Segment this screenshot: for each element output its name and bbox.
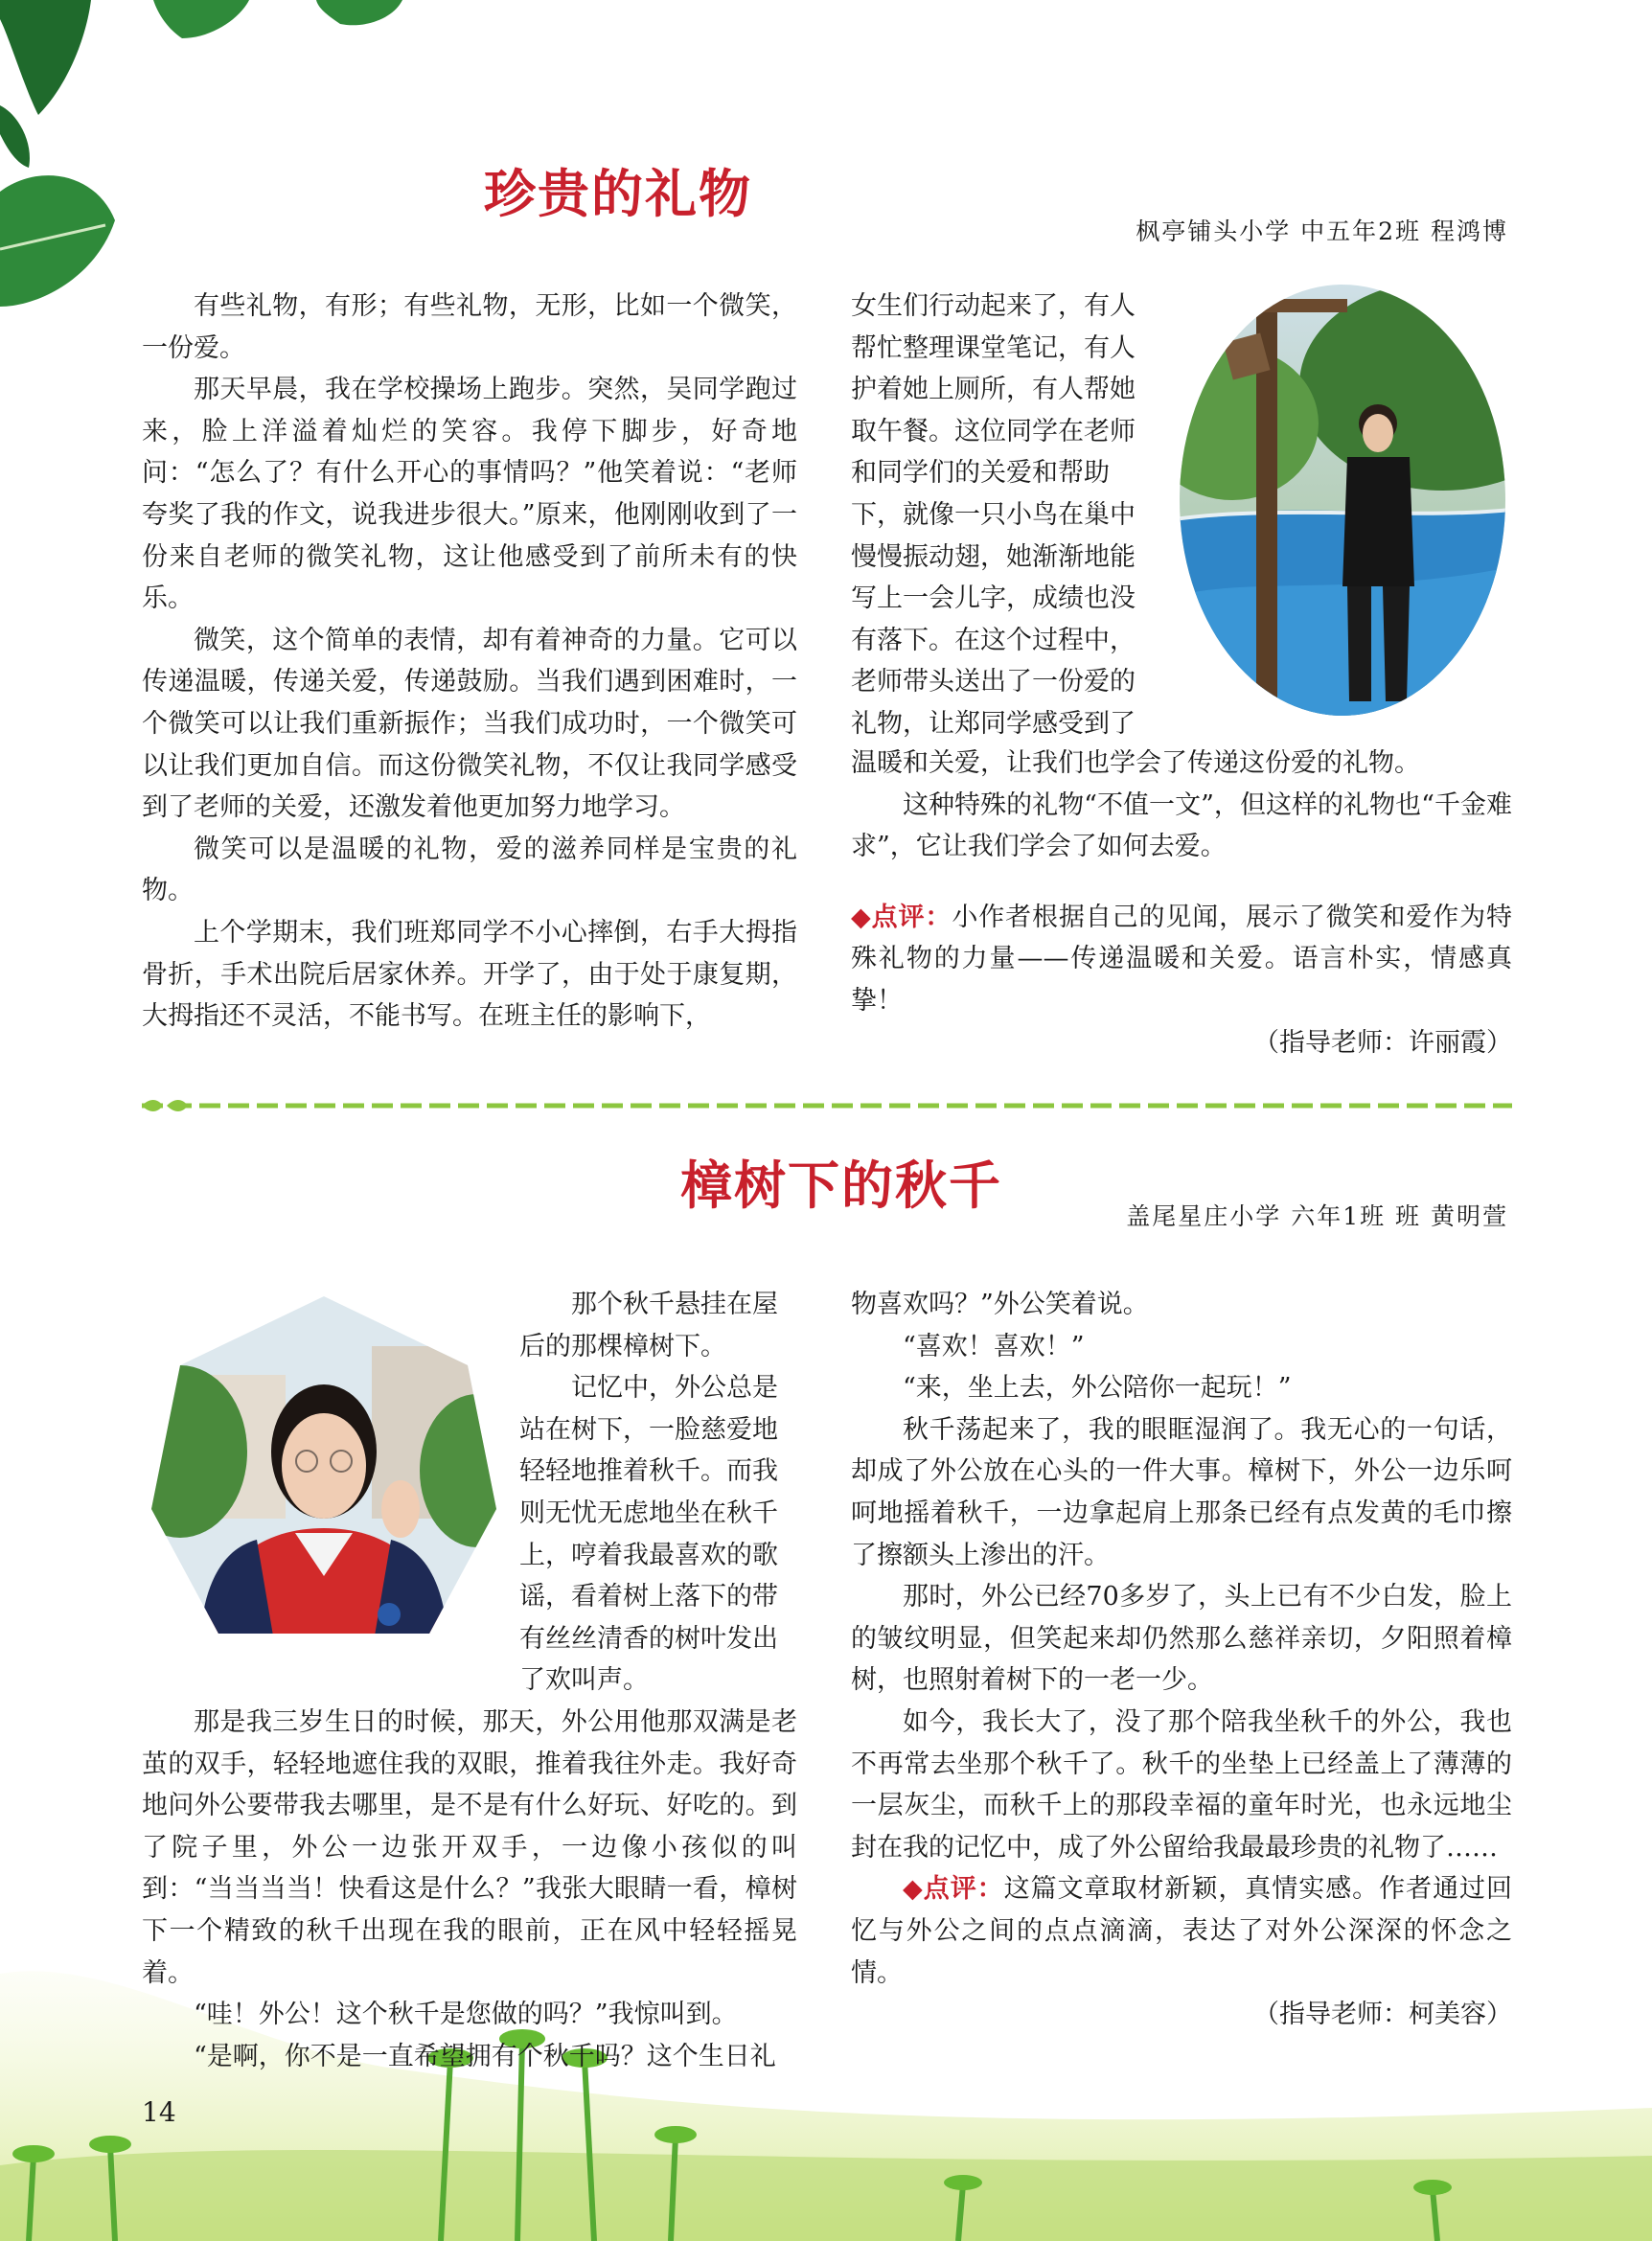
text-line: 谣，看着树上落下的带 <box>519 1582 778 1612</box>
paragraph: 温暖和关爱，让我们也学会了传递这份爱的礼物。 <box>851 748 1420 778</box>
text-line: 老师带头送出了一份爱的 <box>851 667 1136 697</box>
text-line: 和同学们的关爱和帮助 <box>851 458 1110 489</box>
text-line: 取午餐。这位同学在老师 <box>851 416 1136 446</box>
comment <box>851 897 1512 1022</box>
comment-label: ◆点评： <box>851 902 952 932</box>
text-line: 有落下。在这个过程中， <box>851 625 1136 655</box>
paragraph: 那天早晨，我在学校操场上跑步。突然，吴同学跑过来，脸上洋溢着灿烂的笑容。我停下脚步，好奇地问：“怎么了？有什么开心的事情吗？”他笑着说：“老师夸奖了我的作文，说我进步很大。”原来，他刚刚收到了一份来自老师的微笑礼物，这让他感受到了前所未有的快乐。 <box>142 375 797 614</box>
paragraph: 如今，我长大了，没了那个陪我坐秋千的外公，我也不再常去坐那个秋千了。秋千的坐垫上已经盖上了薄薄的一层灰尘，而秋千上的那段幸福的童年时光，也永远地尘封在我的记忆中，成了外公留给我最最珍贵的礼物了…… <box>851 1706 1512 1863</box>
comment <box>851 1868 1512 1994</box>
paragraph: “喜欢！喜欢！” <box>903 1331 1085 1361</box>
text-line: 了欢叫声。 <box>519 1665 649 1696</box>
text-line: 有丝丝清香的树叶发出 <box>519 1623 778 1654</box>
paragraph: 上个学期末，我们班郑同学不小心摔倒，右手大拇指骨折，手术出院后居家休养。开学了，由于处于康复期，大拇指还不灵活，不能书写。在班主任的影响下， <box>142 917 797 1032</box>
article2-title: 樟树下的秋千 <box>680 1155 1002 1216</box>
paragraph: 微笑可以是温暖的礼物，爱的滋养同样是宝贵的礼物。 <box>142 834 797 906</box>
text-line: 记忆中，外公总是 <box>571 1373 778 1404</box>
paragraph: 那时，外公已经70多岁了，头上已有不少白发，脸上的皱纹明显，但笑起来却仍然那么慈祥亲切，夕阳照着樟树，也照射着树下的一老一少。 <box>851 1582 1512 1696</box>
text-line: 写上一会儿字，成绩也没 <box>851 583 1136 614</box>
paragraph: “来，坐上去，外公陪你一起玩！” <box>903 1373 1292 1404</box>
comment-label: ◆点评： <box>903 1874 1004 1905</box>
text-line: 护着她上厕所，有人帮她 <box>851 375 1136 405</box>
student-photo-oval <box>1175 280 1510 720</box>
paragraph: 那是我三岁生日的时候，那天，外公用他那双满是老茧的双手，轻轻地遮住我的双眼，推着我往外走。我好奇地问外公要带我去哪里，是不是有什么好玩、好吃的。到了院子里，外公一边张开双手，一边像小孩似的叫到：“当当当当！快看这是什么？”我张大眼睛一看，樟树下一个精致的秋千出现在我的眼前，正在风中轻轻摇晃着。 <box>142 1707 797 1988</box>
comment-text: 小作者根据自己的见闻，展示了微笑和爱作为特殊礼物的力量——传递温暖和关爱。语言朴实，情感真挚！ <box>851 902 1513 1016</box>
paragraph: 秋千荡起来了，我的眼眶湿润了。我无心的一句话，却成了外公放在心头的一件大事。樟树下，外公一边乐呵呵地摇着秋千，一边拿起肩上那条已经有点发黄的毛巾擦了擦额头上渗出的汗。 <box>851 1414 1512 1570</box>
article1-title: 珍贵的礼物 <box>484 164 752 224</box>
student-photo-hexagon <box>142 1289 506 1653</box>
text-line: 下，就像一只小鸟在巢中 <box>851 499 1136 530</box>
article2-left-column <box>142 1702 797 2077</box>
tropical-leaves-decoration <box>0 0 422 326</box>
text-line: 则无忧无虑地坐在秋千 <box>519 1498 778 1528</box>
text-line: 帮忙整理课堂笔记，有人 <box>851 332 1136 363</box>
text-line: 上，哼着我最喜欢的歌 <box>519 1540 778 1570</box>
text-line: 站在树下，一脸慈爱地 <box>519 1414 778 1445</box>
text-line: 慢慢振动翅，她渐渐地能 <box>851 541 1136 572</box>
teacher-credit: （指导老师：许丽霞） <box>1253 1027 1512 1058</box>
paragraph: 物喜欢吗？”外公笑着说。 <box>851 1290 1149 1319</box>
page-number: 14 <box>142 2096 176 2128</box>
paragraph: 这种特殊的礼物“不值一文”，但这样的礼物也“千金难求”，它让我们学会了如何去爱。 <box>851 789 1512 862</box>
text-line: 那个秋千悬挂在屋 <box>571 1290 778 1319</box>
article2-byline: 盖尾星庄小学 六年1班 班 黄明萱 <box>1126 1202 1508 1230</box>
article2-left-wrap <box>519 1284 797 1702</box>
paragraph: “哇！外公！这个秋千是您做的吗？”我惊叫到。 <box>194 2000 738 2030</box>
article2-right-column <box>851 1284 1512 2036</box>
article1-byline: 枫亭铺头小学 中五年2班 程鸿博 <box>1136 217 1508 245</box>
section-divider <box>142 1098 1512 1113</box>
text-line: 后的那棵樟树下。 <box>519 1331 726 1361</box>
comment-text: 这篇文章取材新颖，真情实感。作者通过回忆与外公之间的点点滴滴，表达了对外公深深的怀念之情。 <box>851 1874 1512 1988</box>
article1-left-column <box>142 286 797 1038</box>
paragraph: 微笑，这个简单的表情，却有着神奇的力量。它可以传递温暖，传递关爱，传递鼓励。当我们遇到困难时，一个微笑可以让我们重新振作；当我们成功时，一个微笑可以让我们更加自信。而这份微笑礼物，不仅让我同学感受到了老师的关爱，还激发着他更加努力地学习。 <box>142 625 797 823</box>
teacher-credit: （指导老师：柯美容） <box>1253 2000 1512 2030</box>
article1-right-wrap <box>851 286 1159 745</box>
article1-right-column <box>851 743 1512 1063</box>
text-line: 女生们行动起来了，有人 <box>851 291 1136 321</box>
paragraph: 有些礼物，有形；有些礼物，无形，比如一个微笑，一份爱。 <box>142 291 797 363</box>
paragraph: “是啊，你不是一直希望拥有个秋千吗？这个生日礼 <box>194 2041 776 2071</box>
text-line: 礼物，让郑同学感受到了 <box>851 708 1136 739</box>
text-line: 轻轻地推着秋千。而我 <box>519 1456 778 1487</box>
